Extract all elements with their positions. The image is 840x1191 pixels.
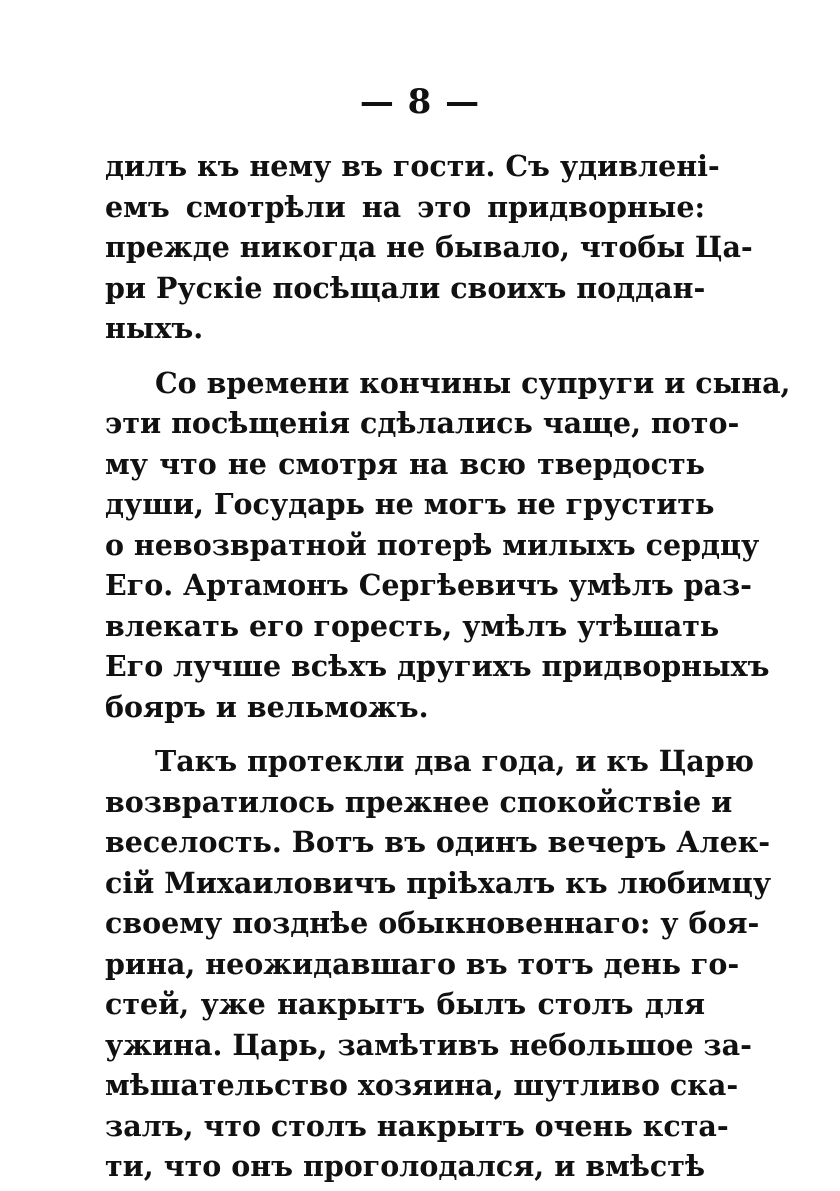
text-line: му что не смотря на всю твердость <box>105 446 705 481</box>
text-line: своему позднѣе обыкновеннаго: у боя- <box>105 906 760 940</box>
text-line: рина, неожидавшаго въ тотъ день го- <box>105 946 740 981</box>
text-line: влекать его горесть, умѣлъ утѣшать <box>105 608 720 643</box>
paragraph-3 <box>105 741 772 1187</box>
paragraph-1 <box>105 146 753 349</box>
text-line: Его. Артамонъ Сергѣевичъ умѣлъ раз- <box>105 568 753 602</box>
text-line: прежде никогда не бывало, чтобы Ца- <box>105 230 753 264</box>
page-text <box>105 146 791 1187</box>
text-line: ти, что онъ проголодался, и вмѣстѣ <box>105 1149 705 1183</box>
text-line: души, Государь не могъ не грустить <box>105 487 715 521</box>
text-line: сій Михаиловичъ пріѣхалъ къ любимцу <box>105 865 772 900</box>
text-line: залъ, что столъ накрытъ очень кста- <box>105 1108 729 1143</box>
paragraph-2 <box>105 363 791 728</box>
text-line: дилъ къ нему въ гости. Съ удивлені- <box>105 149 720 183</box>
text-line: мѣшательство хозяина, шутливо ска- <box>105 1068 739 1102</box>
page-number: — 8 — <box>359 82 481 122</box>
text-line: ныхъ. <box>105 311 204 345</box>
text-line: о невозвратной потерѣ милыхъ сердцу <box>105 527 760 562</box>
text-line: Со времени кончины супруги и сына, <box>155 365 791 400</box>
text-line: возвратилось прежнее спокойствіе и <box>105 784 733 819</box>
text-line: веселость. Вотъ въ одинъ вечеръ Алек- <box>105 825 771 859</box>
text-line: стей, уже накрытъ былъ столъ для <box>105 987 705 1021</box>
text-line: бояръ и вельможъ. <box>105 689 429 724</box>
text-line: Его лучше всѣхъ другихъ придворныхъ <box>105 649 770 683</box>
text-line: емъ смотрѣли на это придворные: <box>105 189 705 224</box>
text-line: ри Рускіе посѣщали своихъ поддан- <box>105 270 706 305</box>
text-line: эти посѣщенія сдѣлались чаще, пото- <box>105 406 740 440</box>
text-line: ужина. Царь, замѣтивъ небольшое за- <box>105 1027 752 1062</box>
text-line: Такъ протекли два года, и къ Царю <box>155 744 754 778</box>
